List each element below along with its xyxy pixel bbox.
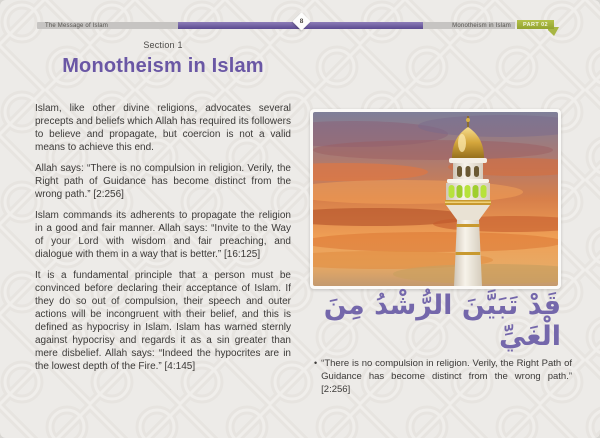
photo-caption xyxy=(314,357,572,396)
part-badge-label: PART 02 xyxy=(522,21,548,28)
minaret-sunset-illustration xyxy=(313,112,558,286)
article-body xyxy=(35,102,291,373)
minaret-photo xyxy=(310,109,561,289)
page-number-badge xyxy=(292,12,310,30)
paragraph: It is a fundamental principle that a person must be convinced before declaring their acceptance of Islam. If they do so out of compulsion, their speech and outer actions will be incongruent with their belief, and this is defined as hypocrisy in Islam. Islam has warned sternly against hypocrisy and regards it as a sin greater than mere disbelief. Allah says: “Indeed the hypocrites are in the lowest depth of the Fire.” [4:145] xyxy=(35,270,291,372)
page-number: 8 xyxy=(299,18,304,25)
paragraph: Allah says: “There is no compulsion in religion. Verily, the Right path of Guidance has become distinct from the wrong path.” [2:256] xyxy=(35,163,291,200)
header-book-title xyxy=(37,22,178,29)
header-book-title-label: The Message of Islam xyxy=(45,22,109,29)
arabic-calligraphy: قَدْ تَبَيَّنَ الرُّشْدُ مِنَ الْغَيِّ xyxy=(323,290,561,352)
paragraph: Islam commands its adherents to propagate the religion in a good and fair manner. Allah says: “Invite to the Way of your Lord with wisdom and fair preaching, and dialogue with them in a way that is better.” [16:125] xyxy=(35,210,291,260)
header-chapter-label: Monotheism in Islam xyxy=(452,22,511,29)
page-title: Monotheism in Islam xyxy=(62,55,264,77)
article-header xyxy=(35,40,291,78)
paragraph: Islam, like other divine religions, advocates several precepts and beliefs which Allah has required its followers to believe and propagate, but coercion is not a valid means to achieve this end. xyxy=(35,103,291,153)
part-badge xyxy=(517,20,554,29)
caption-text: “There is no compulsion in religion. Verily, the Right Path of Guidance has become distinct from the wrong path.” [2:256] xyxy=(321,358,572,395)
caption-bullet-icon: • xyxy=(314,358,318,368)
section-label: Section 1 xyxy=(143,40,183,50)
header-chapter-title xyxy=(423,22,515,29)
